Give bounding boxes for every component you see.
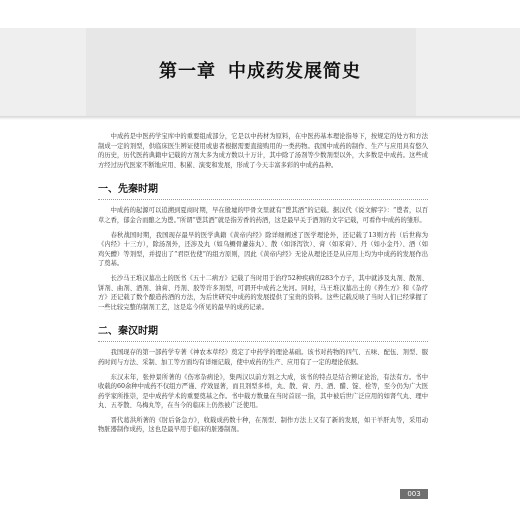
paragraph: 中成药的起源可以追溯到夏商时期，早在殷墟的甲骨文里就有“鬯其酒”的记载。据汉代《说文解字》：“鬯者，以百草之香，郁金合而酿之为鬯。”所谓“鬯其酒”就是指芳香的药酒，这是最早关于酒剂的文字记载，可看作中成药的雏形。 [98, 207, 428, 224]
paragraph: 我国现存的第一部药学专著《神农本草经》奠定了中药学的理论基础。该书对药物的四气、五味、配伍、剂型、服药时间与方法、采制、加工等方面均有详细记载，使中成药的生产、应用有了一定的理论依据。 [98, 349, 428, 366]
section-divider [98, 199, 428, 200]
chapter-body [98, 132, 428, 440]
chapter-number: 第一章 [159, 61, 216, 82]
section-heading-qin-han: 二、秦汉时期 [98, 326, 158, 338]
chapter-title: 中成药发展简史 [228, 61, 361, 82]
paragraph: 东汉末年，张仲景所著的《伤寒杂病论》，集两汉以前方剂之大成，该书的特点是结合辨证论治，有法有方。书中收载的60余种中成药不仅组方严谨、疗效显著，而且剂型多样，丸、散、膏、丹、酒、醋、锭、栓等，至今仍为广大医药学家所推崇，是中成药学术的重要奠基之作。书中载方数量在当时首屈一指，其中被后世广泛应用的如肾气丸、理中丸、五苓散、乌梅丸等，在当今的临床上仍然被广泛使用。 [98, 373, 428, 410]
page-number: 003 [400, 489, 428, 499]
intro-paragraph: 中成药是中医药学宝库中的重要组成部分，它是以中药材为原料，在中医药基本理论指导下，按规定的处方和方法制成一定的剂型，供临床医生辨证使用或患者根据需要直接购用的一类药物。我国中成药的制作、生产与应用具有悠久的历史，历代医药典籍中记载的方剂大多为成方数以十万计，其中除了汤剂等少数剂型以外，大多数是中成药。这些成方经过历代医家不断地应用、积累、演变和发展，形成了今天丰富多彩的中成药品种。 [98, 133, 428, 169]
chapter-heading [0, 57, 520, 83]
chapter-banner-shadow [0, 116, 520, 120]
paragraph: 长沙马王堆汉墓出土的医书《五十二病方》记载了当时用于治疗52种疾病的283个方子，其中就涉及丸剂、散剂、饼剂、曲剂、酒剂、油膏、丹剂、胶等许多剂型，可谓开中成药之先河。同时，马王堆汉墓出土的《养生方》和《杂疗方》还记载了数个酿造药酒的方法，为后世研究中成药的发展提供了宝贵的资料。这些记载反映了当时人们已经掌握了一些比较完整的制剂工艺，这是迄今所见的最早的成药记录。 [98, 274, 428, 311]
section-heading-pre-qin: 一、先秦时期 [98, 184, 158, 196]
paragraph: 春秋战国时期，我国现存最早的医学典籍《黄帝内经》除详细阐述了医学理论外，还记载了13则方药（后世称为《内经》十三方），除汤剂外，还涉及丸（如乌鲗骨藘茹丸）、散（如泽泻饮）、膏（如豕膏）、丹（如小金丹）、酒（如鸡矢醴）等剂型，并提出了“君臣佐使”的组方原则，因此《黄帝内经》无论从理论还是从应用上均为中成药的发展作出了奠基。 [98, 231, 428, 268]
paragraph: 晋代葛洪所著的《肘后备急方》，收载成药数十种，在剂型、制作方法上又有了新的发展，如干羊肝丸等，采用动物脏器制作成药，这也是最早用于临床的脏器制剂。 [98, 416, 428, 434]
section-divider [98, 341, 428, 342]
